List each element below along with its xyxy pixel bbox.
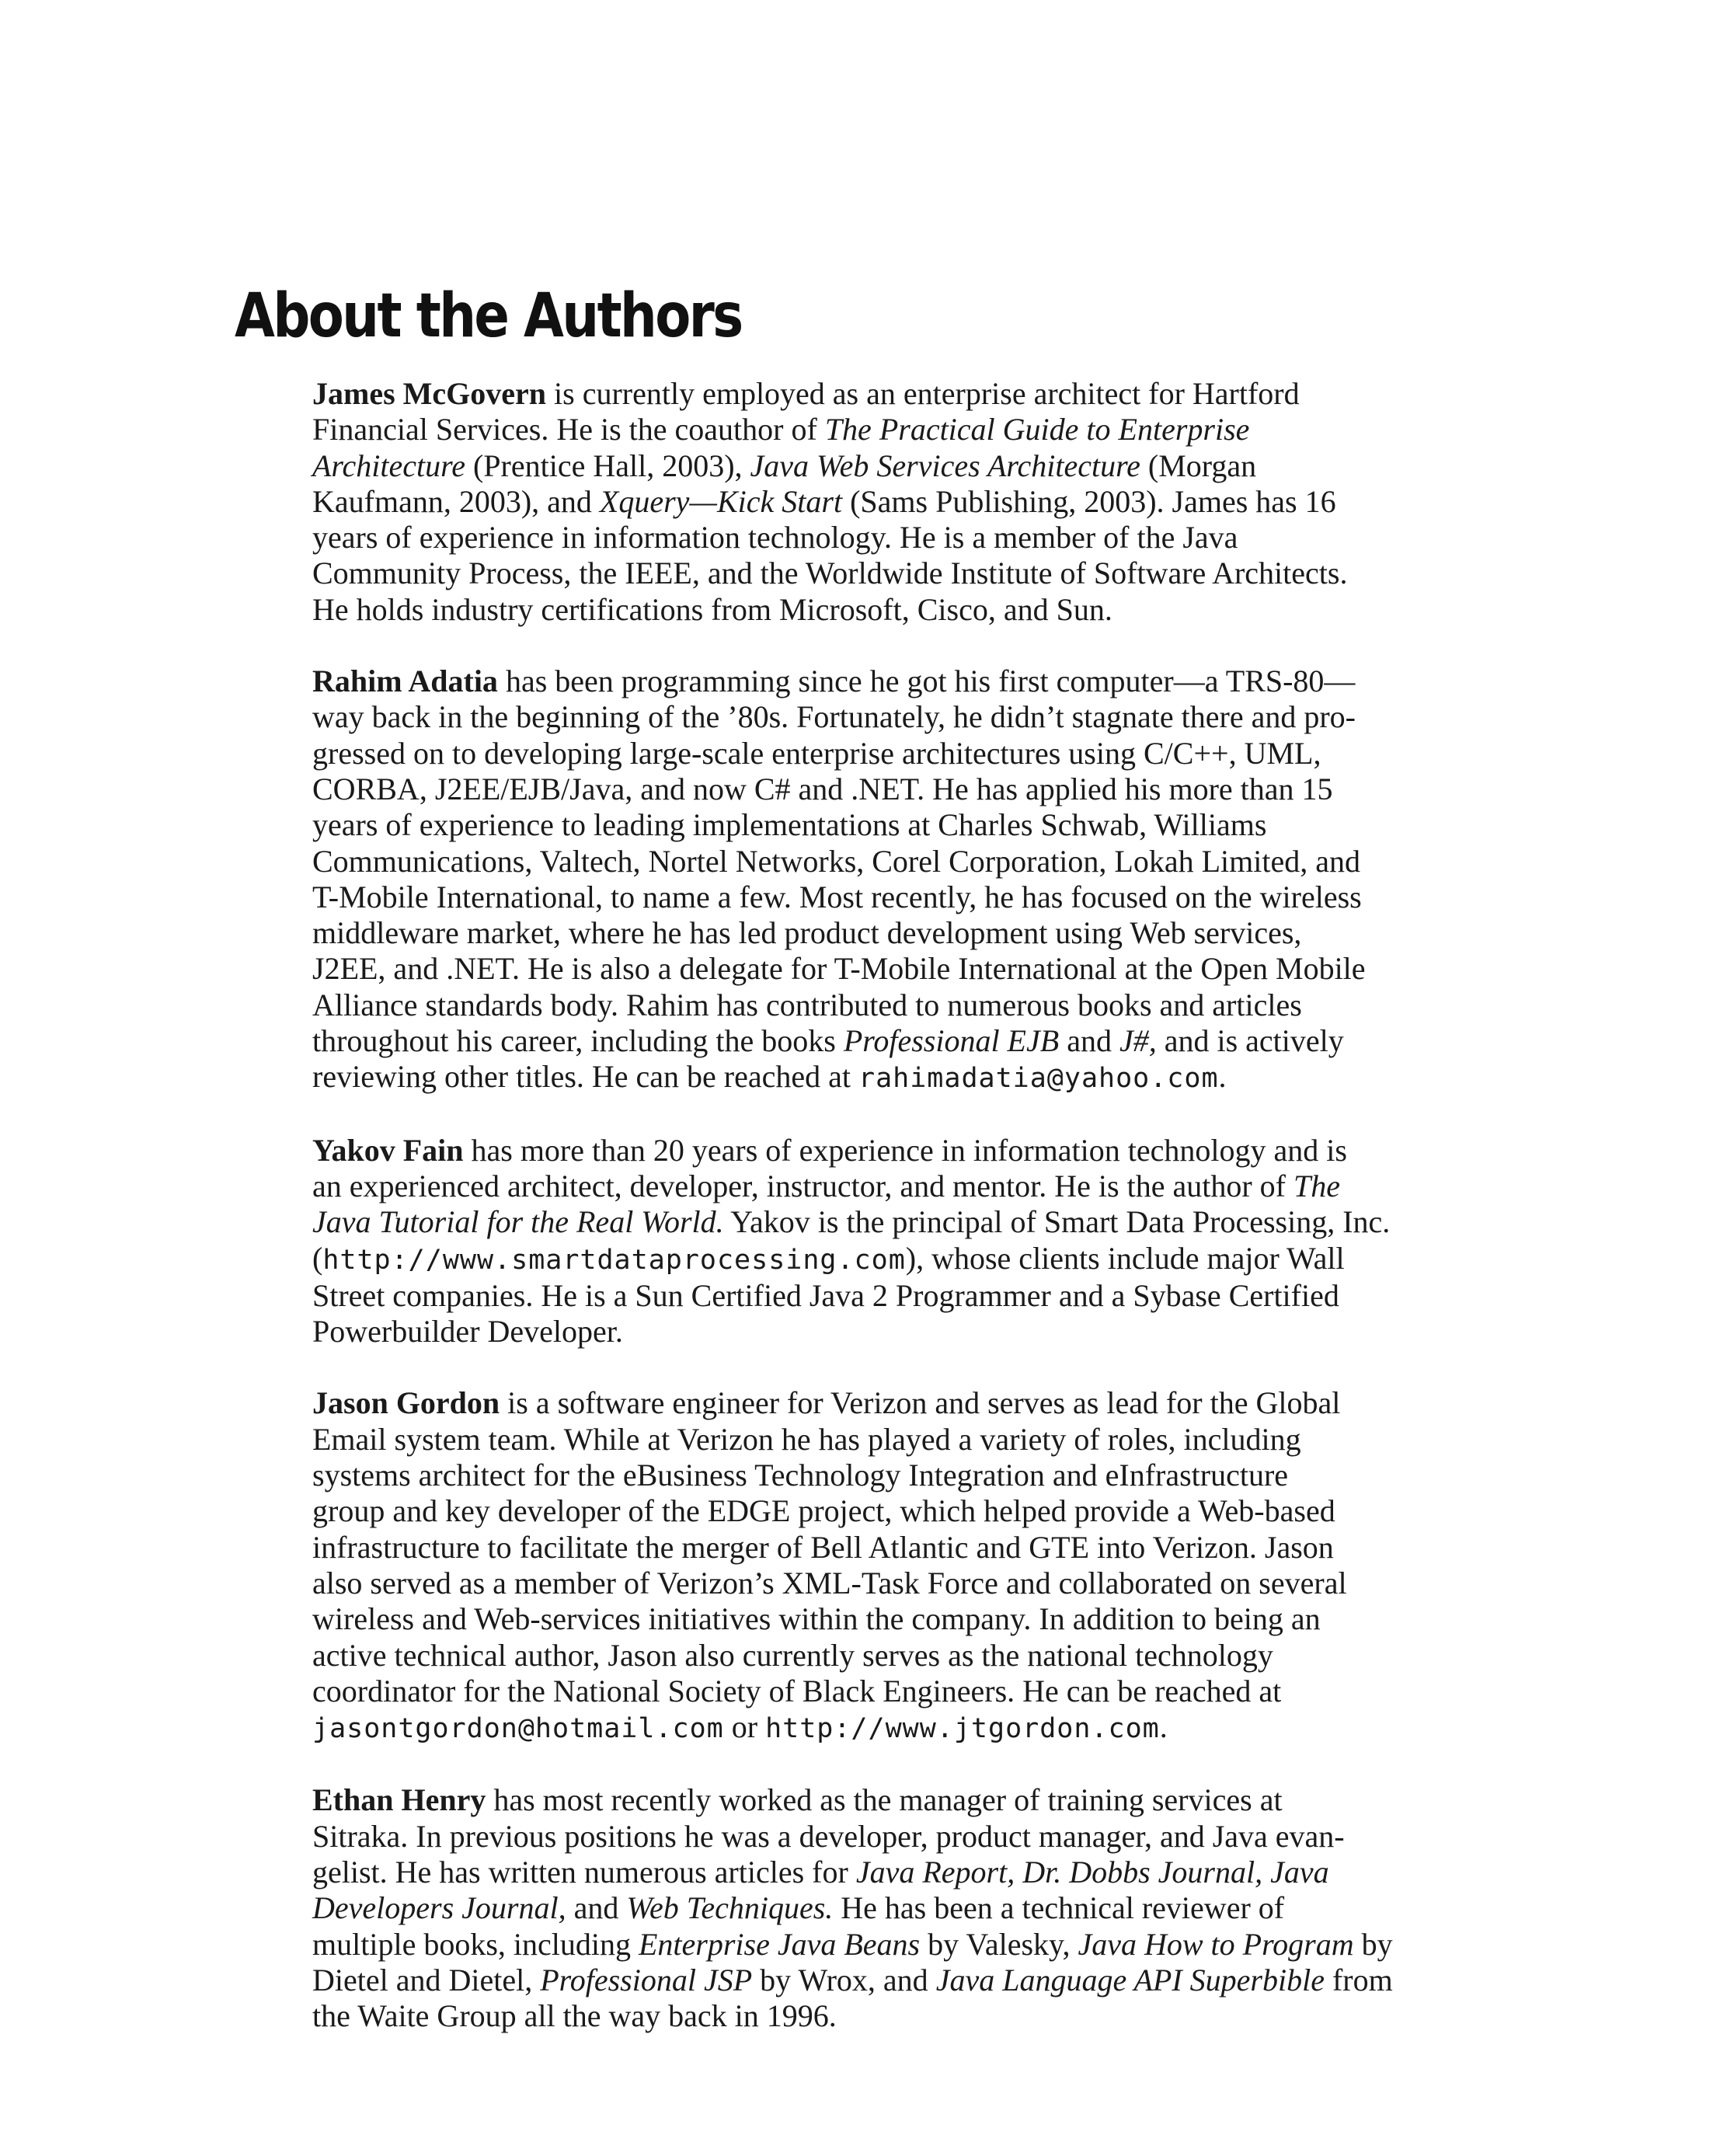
bio-text: Communications, Valtech, Nortel Networks, Corel Corporation, Lokah Limited, and bbox=[312, 843, 1361, 879]
bio-line bbox=[312, 915, 1501, 951]
bio-line bbox=[312, 1169, 1501, 1204]
title-text: Java Web Services Architecture bbox=[750, 448, 1140, 483]
bio-line bbox=[312, 879, 1501, 915]
author-bio bbox=[312, 1385, 1501, 1747]
bio-text: group and key developer of the EDGE project, which helped provide a Web-based bbox=[312, 1493, 1335, 1529]
title-text: Java Language API Superbible bbox=[935, 1962, 1325, 1998]
bio-text: ), whose clients include major Wall bbox=[905, 1240, 1345, 1276]
bio-text: infrastructure to facilitate the merger of Bell Atlantic and GTE into Verizon. Jason bbox=[312, 1529, 1334, 1565]
bio-text: reviewing other titles. He can be reached at bbox=[312, 1059, 859, 1095]
bio-text: and is actively bbox=[1156, 1023, 1344, 1059]
bio-text: by bbox=[1353, 1926, 1393, 1962]
title-text: Xquery—Kick Start bbox=[599, 483, 843, 519]
bio-text: multiple books, including bbox=[312, 1926, 639, 1962]
title-text: Professional JSP bbox=[540, 1962, 753, 1998]
bio-line bbox=[312, 1059, 1501, 1096]
author-bio bbox=[312, 1782, 1501, 2034]
bio-text: Sitraka. In previous positions he was a developer, product manager, and Java evan- bbox=[312, 1818, 1345, 1854]
bio-text: (Prentice Hall, 2003), bbox=[465, 448, 750, 483]
bio-text: T-Mobile International, to name a few. Most recently, he has focused on the wireless bbox=[312, 879, 1362, 914]
page-title: About the Authors bbox=[235, 281, 742, 351]
bio-line bbox=[312, 1204, 1501, 1240]
author-name: Yakov Fain bbox=[312, 1132, 464, 1168]
author-bios bbox=[312, 376, 1501, 2070]
title-text: The Practical Guide to Enterprise bbox=[824, 412, 1250, 448]
bio-line bbox=[312, 1530, 1501, 1566]
bio-text: Email system team. While at Verizon he has played a variety of roles, including bbox=[312, 1421, 1301, 1457]
bio-line bbox=[312, 592, 1501, 628]
bio-text: years of experience to leading implementations at Charles Schwab, Williams bbox=[312, 807, 1267, 843]
bio-line bbox=[312, 1998, 1501, 2034]
bio-line bbox=[312, 1458, 1501, 1493]
author-name: Jason Gordon bbox=[312, 1385, 500, 1421]
bio-line bbox=[312, 1819, 1501, 1855]
bio-text: the Waite Group all the way back in 1996. bbox=[312, 1998, 837, 2034]
bio-line bbox=[312, 556, 1501, 591]
bio-text: and bbox=[566, 1890, 627, 1926]
bio-text: Kaufmann, 2003), and bbox=[312, 483, 600, 519]
bio-text: (Morgan bbox=[1140, 448, 1257, 483]
title-text: Architecture bbox=[312, 448, 465, 483]
bio-line bbox=[312, 807, 1501, 843]
bio-text: has more than 20 years of experience in information technology and is bbox=[463, 1132, 1347, 1168]
bio-text: or bbox=[723, 1709, 766, 1745]
bio-line bbox=[312, 484, 1501, 520]
bio-line bbox=[312, 1782, 1501, 1818]
bio-text: He holds industry certifications from Microsoft, Cisco, and Sun. bbox=[312, 591, 1112, 627]
bio-text: wireless and Web-services initiatives within the company. In addition to being an bbox=[312, 1601, 1321, 1637]
bio-line bbox=[312, 1674, 1501, 1709]
author-name: Rahim Adatia bbox=[312, 664, 498, 699]
bio-line bbox=[312, 1422, 1501, 1458]
bio-line bbox=[312, 1963, 1501, 1998]
bio-line bbox=[312, 1385, 1501, 1421]
author-name: Ethan Henry bbox=[312, 1782, 486, 1818]
author-bio bbox=[312, 376, 1501, 628]
bio-line bbox=[312, 1855, 1501, 1890]
title-text: J#, bbox=[1119, 1023, 1157, 1059]
bio-line bbox=[312, 1023, 1501, 1059]
bio-text: . bbox=[1159, 1709, 1168, 1745]
bio-text: and bbox=[1059, 1023, 1119, 1059]
bio-line bbox=[312, 412, 1501, 448]
bio-text: years of experience in information technology. He is a member of the Java bbox=[312, 520, 1238, 556]
bio-text: by Wrox, and bbox=[752, 1962, 936, 1998]
bio-text: gressed on to developing large-scale enterprise architectures using C/C++, UML, bbox=[312, 735, 1321, 771]
author-name: James McGovern bbox=[312, 376, 547, 411]
bio-text: (Sams Publishing, 2003). James has 16 bbox=[842, 483, 1336, 519]
author-bio bbox=[312, 1133, 1501, 1350]
bio-text: Yakov is the principal of Smart Data Processing, Inc. bbox=[723, 1204, 1391, 1240]
bio-line bbox=[312, 1601, 1501, 1637]
bio-text: ( bbox=[312, 1240, 323, 1276]
bio-text: way back in the beginning of the ’80s. Fortunately, he didn’t stagnate there and pro- bbox=[312, 699, 1356, 735]
title-text: Enterprise Java Beans bbox=[638, 1926, 921, 1962]
bio-text: Financial Services. He is the coauthor of bbox=[312, 412, 825, 448]
bio-line bbox=[312, 1566, 1501, 1601]
bio-text: an experienced architect, developer, instructor, and mentor. He is the author of bbox=[312, 1168, 1293, 1203]
title-text: Developers Journal, bbox=[312, 1890, 566, 1926]
bio-line bbox=[312, 1927, 1501, 1963]
bio-line bbox=[312, 987, 1501, 1023]
bio-line bbox=[312, 448, 1501, 484]
bio-text: Community Process, the IEEE, and the Worldwide Institute of Software Architects. bbox=[312, 556, 1348, 591]
bio-text: throughout his career, including the books bbox=[312, 1023, 844, 1059]
bio-text: He has been a technical reviewer of bbox=[833, 1890, 1285, 1926]
bio-line bbox=[312, 376, 1501, 412]
bio-text: CORBA, J2EE/EJB/Java, and now C# and .NET. He has applied his more than 15 bbox=[312, 771, 1333, 806]
title-text: Professional EJB bbox=[843, 1023, 1060, 1059]
bio-line bbox=[312, 1241, 1501, 1278]
bio-text: from bbox=[1324, 1962, 1393, 1998]
bio-line bbox=[312, 736, 1501, 771]
title-text: Java How to Program bbox=[1078, 1926, 1354, 1962]
bio-line bbox=[312, 1709, 1501, 1747]
bio-text: J2EE, and .NET. He is also a delegate for T-Mobile International at the Open Mobile bbox=[312, 951, 1366, 987]
bio-line bbox=[312, 664, 1501, 699]
bio-text: middleware market, where he has led product development using Web services, bbox=[312, 915, 1302, 951]
bio-line bbox=[312, 1278, 1501, 1314]
bio-line bbox=[312, 1890, 1501, 1926]
bio-text: coordinator for the National Society of Black Engineers. He can be reached at bbox=[312, 1673, 1282, 1708]
author-bio bbox=[312, 664, 1501, 1097]
title-text: Java Tutorial for the Real World. bbox=[312, 1204, 724, 1240]
bio-text: is currently employed as an enterprise architect for Hartford bbox=[546, 376, 1300, 411]
bio-line bbox=[312, 1314, 1501, 1350]
bio-text: is a software engineer for Verizon and serves as lead for the Global bbox=[500, 1385, 1341, 1421]
contact-text: rahimadatia@yahoo.com bbox=[858, 1063, 1219, 1095]
title-text: The bbox=[1293, 1168, 1340, 1203]
bio-text: by Valesky, bbox=[920, 1926, 1078, 1962]
bio-text: Powerbuilder Developer. bbox=[312, 1314, 623, 1350]
bio-line bbox=[312, 699, 1501, 735]
bio-text: gelist. He has written numerous articles for bbox=[312, 1854, 856, 1890]
bio-text: . bbox=[1218, 1059, 1227, 1095]
bio-line bbox=[312, 1133, 1501, 1169]
bio-text: Dietel and Dietel, bbox=[312, 1962, 541, 1998]
bio-line bbox=[312, 1493, 1501, 1529]
bio-text: Alliance standards body. Rahim has contributed to numerous books and articles bbox=[312, 987, 1302, 1022]
title-text: Java Report, Dr. Dobbs Journal, Java bbox=[855, 1854, 1329, 1890]
bio-line bbox=[312, 951, 1501, 987]
bio-text: systems architect for the eBusiness Technology Integration and eInfrastructure bbox=[312, 1458, 1289, 1493]
bio-text: Street companies. He is a Sun Certified Java 2 Programmer and a Sybase Certified bbox=[312, 1277, 1339, 1313]
bio-line bbox=[312, 520, 1501, 556]
contact-text: http://www.jtgordon.com bbox=[765, 1713, 1160, 1745]
bio-text: also served as a member of Verizon’s XML-Task Force and collaborated on several bbox=[312, 1565, 1347, 1600]
bio-text: has most recently worked as the manager of training services at bbox=[486, 1782, 1283, 1818]
bio-text: active technical author, Jason also currently serves as the national technology bbox=[312, 1637, 1273, 1673]
bio-line bbox=[312, 771, 1501, 807]
contact-text: http://www.smartdataprocessing.com bbox=[322, 1244, 906, 1276]
contact-text: jasontgordon@hotmail.com bbox=[312, 1713, 724, 1745]
bio-line bbox=[312, 844, 1501, 879]
bio-line bbox=[312, 1638, 1501, 1674]
title-text: Web Techniques. bbox=[626, 1890, 834, 1926]
bio-text: has been programming since he got his first computer—a TRS-80— bbox=[497, 664, 1356, 699]
